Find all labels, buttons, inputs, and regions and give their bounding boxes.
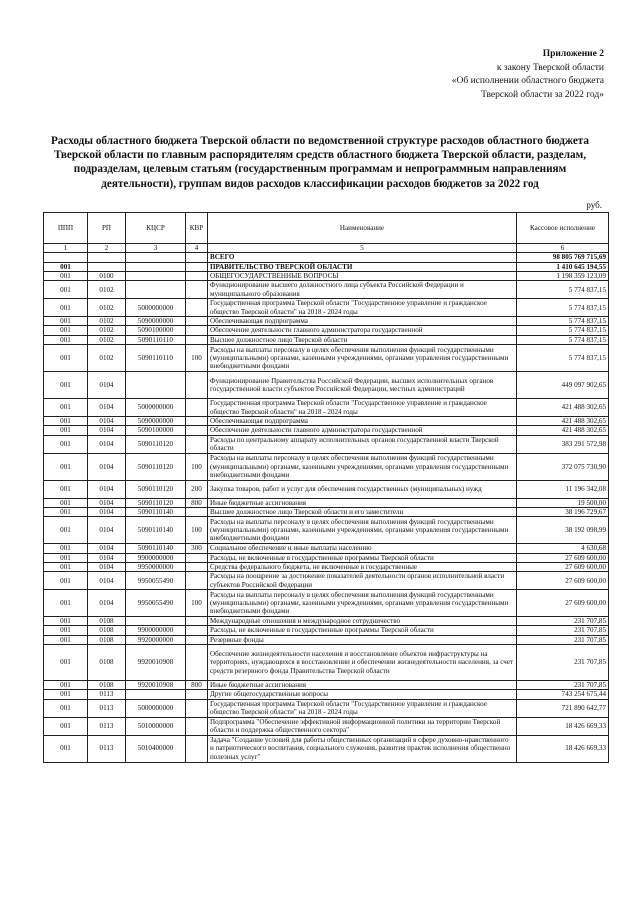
cell-kcsr: 9950000000 bbox=[126, 562, 186, 571]
cell-name: Иные бюджетные ассигнования bbox=[208, 681, 517, 690]
header-sum: Кассовое исполнение bbox=[517, 213, 609, 244]
cell-kcsr: 5090110140 bbox=[126, 544, 186, 553]
cell-sum: 5 774 837,15 bbox=[517, 317, 609, 326]
cell-sum: 5 774 837,15 bbox=[517, 281, 609, 299]
cell-rp: 0104 bbox=[88, 498, 126, 507]
cell-kvr: 800 bbox=[186, 498, 208, 507]
cell-kcsr: 9920010908 bbox=[126, 681, 186, 690]
cell-ppp: 001 bbox=[44, 426, 88, 435]
cell-name: Обеспечивающая подпрограмма bbox=[208, 317, 517, 326]
table-row bbox=[44, 262, 609, 271]
header-name: Наименование bbox=[208, 213, 517, 244]
cell-kvr bbox=[186, 417, 208, 426]
cell-kvr bbox=[186, 562, 208, 571]
cell-kcsr: 5090100000 bbox=[126, 426, 186, 435]
cell-rp: 0104 bbox=[88, 572, 126, 590]
cell-sum: 38 192 098,99 bbox=[517, 517, 609, 544]
cell-kcsr: 5010000000 bbox=[126, 717, 186, 735]
cell-kcsr bbox=[126, 271, 186, 280]
cell-ppp: 001 bbox=[44, 626, 88, 635]
cell-kcsr bbox=[126, 253, 186, 262]
cell-sum: 421 488 302,65 bbox=[517, 399, 609, 417]
cell-name: ПРАВИТЕЛЬСТВО ТВЕРСКОЙ ОБЛАСТИ bbox=[208, 262, 517, 271]
cell-name: Функционирование Правительства Российской Федерации, высших исполнительных органов государственной власти субъектов Российской Федерации, местных администраций bbox=[208, 372, 517, 399]
cell-sum: 421 488 302,65 bbox=[517, 426, 609, 435]
column-number: 2 bbox=[88, 244, 126, 253]
cell-sum: 1 198 359 123,09 bbox=[517, 271, 609, 280]
cell-ppp: 001 bbox=[44, 417, 88, 426]
cell-rp: 0108 bbox=[88, 626, 126, 635]
cell-rp: 0104 bbox=[88, 562, 126, 571]
title-line: Расходы областного бюджета Тверской области по ведомственной структуре расходов областного бюджета bbox=[50, 135, 590, 147]
cell-kcsr: 5090110120 bbox=[126, 498, 186, 507]
table-row bbox=[44, 590, 609, 617]
expenditure-table bbox=[43, 212, 609, 763]
cell-sum: 5 774 837,15 bbox=[517, 299, 609, 317]
column-number-row bbox=[44, 244, 609, 253]
table-row bbox=[44, 572, 609, 590]
table-row bbox=[44, 335, 609, 344]
cell-kvr bbox=[186, 326, 208, 335]
cell-kcsr: 5090110120 bbox=[126, 480, 186, 498]
cell-sum: 5 774 837,15 bbox=[517, 326, 609, 335]
cell-ppp: 001 bbox=[44, 326, 88, 335]
header-rp: РП bbox=[88, 213, 126, 244]
cell-ppp: 001 bbox=[44, 645, 88, 681]
cell-ppp: 001 bbox=[44, 281, 88, 299]
cell-rp: 0104 bbox=[88, 417, 126, 426]
cell-name: Обеспечение жизнедеятельности населения и восстановление объектов инфраструктуры на территориях, нуждающихся в восстановлении и обеспечении жизнедеятельности населения, за счет средств резервного фонда Правительства Тверской области bbox=[208, 645, 517, 681]
table-row bbox=[44, 317, 609, 326]
cell-sum: 1 410 645 194,55 bbox=[517, 262, 609, 271]
cell-kvr bbox=[186, 299, 208, 317]
cell-kvr bbox=[186, 262, 208, 271]
cell-kcsr: 5090110120 bbox=[126, 435, 186, 453]
cell-kvr bbox=[186, 645, 208, 681]
cell-name: ОБЩЕГОСУДАРСТВЕННЫЕ ВОПРОСЫ bbox=[208, 271, 517, 280]
cell-name: Подпрограмма "Обеспечение эффективной информационной политики на территории Тверской области и поддержка общественного сектора" bbox=[208, 717, 517, 735]
cell-name: Другие общегосударственные вопросы bbox=[208, 690, 517, 699]
table-row bbox=[44, 281, 609, 299]
cell-rp: 0102 bbox=[88, 317, 126, 326]
table-row bbox=[44, 435, 609, 453]
cell-name: Обеспечивающая подпрограмма bbox=[208, 417, 517, 426]
cell-rp: 0104 bbox=[88, 435, 126, 453]
column-number: 6 bbox=[517, 244, 609, 253]
cell-kvr bbox=[186, 699, 208, 717]
cell-kcsr: 5090100000 bbox=[126, 326, 186, 335]
table-row bbox=[44, 681, 609, 690]
cell-sum: 231 707,85 bbox=[517, 681, 609, 690]
cell-sum: 5 774 837,15 bbox=[517, 335, 609, 344]
cell-rp: 0104 bbox=[88, 372, 126, 399]
cell-name: Задача "Создание условий для работы общественных организаций в сфере духовно-нравственного и патриотического воспитания, социального служения, развития практик исполнения общественно полезных услуг" bbox=[208, 735, 517, 762]
cell-ppp: 001 bbox=[44, 690, 88, 699]
cell-ppp: 001 bbox=[44, 562, 88, 571]
appendix-line: Тверской области за 2022 год» bbox=[481, 89, 604, 100]
cell-kcsr: 5010400000 bbox=[126, 735, 186, 762]
column-number: 3 bbox=[126, 244, 186, 253]
cell-sum: 38 196 729,67 bbox=[517, 507, 609, 516]
cell-kvr bbox=[186, 507, 208, 516]
cell-kvr: 100 bbox=[186, 590, 208, 617]
cell-ppp bbox=[44, 253, 88, 262]
cell-kvr: 100 bbox=[186, 517, 208, 544]
table-row bbox=[44, 626, 609, 635]
cell-kvr bbox=[186, 372, 208, 399]
cell-rp: 0108 bbox=[88, 635, 126, 644]
cell-rp bbox=[88, 262, 126, 271]
cell-kvr: 800 bbox=[186, 681, 208, 690]
cell-ppp: 001 bbox=[44, 399, 88, 417]
cell-ppp: 001 bbox=[44, 372, 88, 399]
table-body bbox=[44, 253, 609, 762]
header-kvr: КВР bbox=[186, 213, 208, 244]
cell-sum: 231 707,85 bbox=[517, 635, 609, 644]
cell-sum: 27 609 600,00 bbox=[517, 590, 609, 617]
cell-kcsr bbox=[126, 262, 186, 271]
cell-kcsr: 9920010908 bbox=[126, 645, 186, 681]
cell-kcsr: 9950055490 bbox=[126, 590, 186, 617]
cell-kcsr: 5000000000 bbox=[126, 299, 186, 317]
table-row bbox=[44, 544, 609, 553]
cell-ppp: 001 bbox=[44, 717, 88, 735]
cell-name: Государственная программа Тверской области "Государственное управление и гражданское общество Тверской области" на 2018 - 2024 годы bbox=[208, 299, 517, 317]
title-line: подразделам, целевым статьям (государственным программам и непрограммным направлениям bbox=[73, 163, 567, 176]
cell-ppp: 001 bbox=[44, 335, 88, 344]
cell-rp: 0113 bbox=[88, 717, 126, 735]
cell-kcsr: 9900000000 bbox=[126, 626, 186, 635]
cell-sum: 27 609 600,00 bbox=[517, 553, 609, 562]
cell-kvr: 100 bbox=[186, 345, 208, 372]
table-row bbox=[44, 617, 609, 626]
column-number: 5 bbox=[208, 244, 517, 253]
cell-sum: 18 426 669,33 bbox=[517, 735, 609, 762]
table-row bbox=[44, 507, 609, 516]
cell-name: Расходы на выплаты персоналу в целях обеспечения выполнения функций государственными (муниципальными) органами, казенными учреждениями, органами управления государственными внебюджетными фондами bbox=[208, 453, 517, 480]
table-row bbox=[44, 426, 609, 435]
cell-name: Обеспечение деятельности главного администратора государственной bbox=[208, 326, 517, 335]
header-ppp: ППП bbox=[44, 213, 88, 244]
cell-sum: 372 075 730,90 bbox=[517, 453, 609, 480]
cell-kvr bbox=[186, 553, 208, 562]
column-number: 4 bbox=[186, 244, 208, 253]
cell-ppp: 001 bbox=[44, 699, 88, 717]
cell-rp: 0102 bbox=[88, 345, 126, 372]
cell-ppp: 001 bbox=[44, 345, 88, 372]
table-row bbox=[44, 735, 609, 762]
cell-rp: 0104 bbox=[88, 453, 126, 480]
cell-ppp: 001 bbox=[44, 262, 88, 271]
appendix-line: к закону Тверской области bbox=[496, 62, 604, 73]
cell-name: Расходы на поощрение за достижение показателей деятельности органов исполнительной власти субъектов Российской Федерации bbox=[208, 572, 517, 590]
cell-kcsr bbox=[126, 372, 186, 399]
cell-rp: 0113 bbox=[88, 690, 126, 699]
cell-kcsr: 9920000000 bbox=[126, 635, 186, 644]
cell-ppp: 001 bbox=[44, 681, 88, 690]
cell-name: Государственная программа Тверской области "Государственное управление и гражданское общество Тверской области" на 2018 - 2024 годы bbox=[208, 399, 517, 417]
cell-kvr bbox=[186, 281, 208, 299]
currency-unit: руб. bbox=[586, 200, 602, 210]
cell-kvr bbox=[186, 335, 208, 344]
cell-rp: 0113 bbox=[88, 735, 126, 762]
cell-kcsr: 9900000000 bbox=[126, 553, 186, 562]
table-row bbox=[44, 498, 609, 507]
cell-name: Высшее должностное лицо Тверской области bbox=[208, 335, 517, 344]
title-line: деятельности), группам видов расходов классификации расходов бюджетов за 2022 год bbox=[101, 177, 539, 190]
cell-name: Государственная программа Тверской области "Государственное управление и гражданское общество Тверской области" на 2018 - 2024 годы bbox=[208, 699, 517, 717]
cell-rp bbox=[88, 253, 126, 262]
cell-ppp: 001 bbox=[44, 590, 88, 617]
table-row bbox=[44, 399, 609, 417]
cell-name: Расходы на выплаты персоналу в целях обеспечения выполнения функций государственными (муниципальными) органами, казенными учреждениями, органами управления государственными внебюджетными фондами bbox=[208, 345, 517, 372]
cell-ppp: 001 bbox=[44, 517, 88, 544]
document-title bbox=[45, 134, 595, 191]
cell-kcsr: 5090110110 bbox=[126, 345, 186, 372]
cell-kvr bbox=[186, 253, 208, 262]
title-line: Тверской области по главным распорядителям средств областного бюджета Тверской области, разделам, bbox=[53, 149, 587, 162]
cell-kvr bbox=[186, 717, 208, 735]
cell-sum: 27 609 600,00 bbox=[517, 572, 609, 590]
table-row bbox=[44, 345, 609, 372]
cell-rp: 0102 bbox=[88, 335, 126, 344]
cell-kcsr: 5090110140 bbox=[126, 507, 186, 516]
cell-name: Международные отношения и международное сотрудничество bbox=[208, 617, 517, 626]
table-row bbox=[44, 480, 609, 498]
cell-kcsr: 5090000000 bbox=[126, 317, 186, 326]
appendix-line: «Об исполнении областного бюджета bbox=[451, 76, 604, 86]
cell-ppp: 001 bbox=[44, 572, 88, 590]
cell-rp: 0104 bbox=[88, 480, 126, 498]
cell-sum: 383 291 572,98 bbox=[517, 435, 609, 453]
cell-ppp: 001 bbox=[44, 735, 88, 762]
cell-ppp: 001 bbox=[44, 453, 88, 480]
cell-name: Расходы, не включенные в государственные программы Тверской области bbox=[208, 626, 517, 635]
cell-ppp: 001 bbox=[44, 617, 88, 626]
cell-kcsr bbox=[126, 690, 186, 699]
cell-rp: 0108 bbox=[88, 645, 126, 681]
appendix-header bbox=[452, 48, 604, 102]
cell-sum: 5 774 837,15 bbox=[517, 345, 609, 372]
cell-kvr bbox=[186, 271, 208, 280]
cell-sum: 11 196 342,08 bbox=[517, 480, 609, 498]
table-row bbox=[44, 253, 609, 262]
cell-sum: 231 707,85 bbox=[517, 626, 609, 635]
cell-kcsr bbox=[126, 281, 186, 299]
cell-kvr bbox=[186, 317, 208, 326]
cell-kvr: 300 bbox=[186, 544, 208, 553]
cell-sum: 231 707,85 bbox=[517, 645, 609, 681]
cell-ppp: 001 bbox=[44, 299, 88, 317]
cell-name: Функционирование высшего должностного лица субъекта Российской Федерации и муниципального образования bbox=[208, 281, 517, 299]
cell-kcsr: 5090110120 bbox=[126, 453, 186, 480]
cell-name: Закупка товаров, работ и услуг для обеспечения государственных (муниципальных) нужд bbox=[208, 480, 517, 498]
cell-rp: 0104 bbox=[88, 399, 126, 417]
cell-kvr bbox=[186, 735, 208, 762]
cell-rp: 0104 bbox=[88, 544, 126, 553]
cell-sum: 19 500,00 bbox=[517, 498, 609, 507]
table-row bbox=[44, 271, 609, 280]
cell-ppp: 001 bbox=[44, 317, 88, 326]
cell-ppp: 001 bbox=[44, 553, 88, 562]
header-kcsr: КЦСР bbox=[126, 213, 186, 244]
cell-name: Расходы на выплаты персоналу в целях обеспечения выполнения функций государственными (муниципальными) органами, казенными учреждениями, органами управления государственными внебюджетными фондами bbox=[208, 590, 517, 617]
table-row bbox=[44, 299, 609, 317]
cell-rp: 0104 bbox=[88, 553, 126, 562]
cell-sum: 18 426 669,33 bbox=[517, 717, 609, 735]
cell-kvr bbox=[186, 617, 208, 626]
cell-sum: 721 890 642,77 bbox=[517, 699, 609, 717]
table-row bbox=[44, 517, 609, 544]
cell-kcsr: 5000000000 bbox=[126, 699, 186, 717]
cell-ppp: 001 bbox=[44, 271, 88, 280]
cell-kcsr: 5000000000 bbox=[126, 399, 186, 417]
table-row bbox=[44, 453, 609, 480]
cell-rp: 0108 bbox=[88, 617, 126, 626]
cell-kvr bbox=[186, 426, 208, 435]
cell-rp: 0102 bbox=[88, 281, 126, 299]
cell-kvr bbox=[186, 626, 208, 635]
cell-kvr bbox=[186, 635, 208, 644]
table-row bbox=[44, 690, 609, 699]
cell-name: Средства федерального бюджета, не включенные в государственные bbox=[208, 562, 517, 571]
appendix-title: Приложение 2 bbox=[542, 49, 604, 59]
table-header-row bbox=[44, 213, 609, 244]
cell-sum: 98 805 769 715,69 bbox=[517, 253, 609, 262]
table-row bbox=[44, 562, 609, 571]
cell-name: Резервные фонды bbox=[208, 635, 517, 644]
cell-sum: 743 254 675,44 bbox=[517, 690, 609, 699]
cell-ppp: 001 bbox=[44, 507, 88, 516]
cell-name: Высшее должностное лицо Тверской области и его заместители bbox=[208, 507, 517, 516]
cell-kcsr: 5090000000 bbox=[126, 417, 186, 426]
cell-name: Иные бюджетные ассигнования bbox=[208, 498, 517, 507]
cell-kcsr: 5090110110 bbox=[126, 335, 186, 344]
cell-rp: 0104 bbox=[88, 517, 126, 544]
cell-kvr bbox=[186, 435, 208, 453]
table-row bbox=[44, 699, 609, 717]
table-row bbox=[44, 417, 609, 426]
cell-kvr bbox=[186, 399, 208, 417]
table-row bbox=[44, 553, 609, 562]
cell-rp: 0104 bbox=[88, 590, 126, 617]
table-row bbox=[44, 645, 609, 681]
cell-sum: 421 488 302,65 bbox=[517, 417, 609, 426]
table-row bbox=[44, 717, 609, 735]
cell-kvr bbox=[186, 690, 208, 699]
cell-rp: 0104 bbox=[88, 507, 126, 516]
cell-sum: 27 609 600,00 bbox=[517, 562, 609, 571]
cell-name: ВСЕГО bbox=[208, 253, 517, 262]
cell-kcsr: 5090110140 bbox=[126, 517, 186, 544]
cell-ppp: 001 bbox=[44, 480, 88, 498]
table-row bbox=[44, 326, 609, 335]
cell-name: Обеспечение деятельности главного администратора государственной bbox=[208, 426, 517, 435]
cell-rp: 0113 bbox=[88, 699, 126, 717]
cell-kvr bbox=[186, 572, 208, 590]
cell-rp: 0108 bbox=[88, 681, 126, 690]
column-number: 1 bbox=[44, 244, 88, 253]
table-row bbox=[44, 372, 609, 399]
cell-name: Социальное обеспечение и иные выплаты населению bbox=[208, 544, 517, 553]
cell-name: Расходы, не включенные в государственные программы Тверской области bbox=[208, 553, 517, 562]
cell-sum: 449 097 902,65 bbox=[517, 372, 609, 399]
cell-name: Расходы на выплаты персоналу в целях обеспечения выполнения функций государственными (муниципальными) органами, казенными учреждениями, органами управления государственными внебюджетными фондами bbox=[208, 517, 517, 544]
cell-name: Расходы по центральному аппарату исполнительных органов государственной власти Тверской области bbox=[208, 435, 517, 453]
cell-sum: 4 630,68 bbox=[517, 544, 609, 553]
table-row bbox=[44, 635, 609, 644]
cell-kcsr: 9950055490 bbox=[126, 572, 186, 590]
cell-kvr: 100 bbox=[186, 453, 208, 480]
cell-rp: 0100 bbox=[88, 271, 126, 280]
cell-kvr: 200 bbox=[186, 480, 208, 498]
cell-kcsr bbox=[126, 617, 186, 626]
cell-rp: 0104 bbox=[88, 426, 126, 435]
cell-rp: 0102 bbox=[88, 299, 126, 317]
cell-ppp: 001 bbox=[44, 544, 88, 553]
cell-sum: 231 707,85 bbox=[517, 617, 609, 626]
cell-ppp: 001 bbox=[44, 635, 88, 644]
cell-ppp: 001 bbox=[44, 498, 88, 507]
cell-rp: 0102 bbox=[88, 326, 126, 335]
cell-ppp: 001 bbox=[44, 435, 88, 453]
